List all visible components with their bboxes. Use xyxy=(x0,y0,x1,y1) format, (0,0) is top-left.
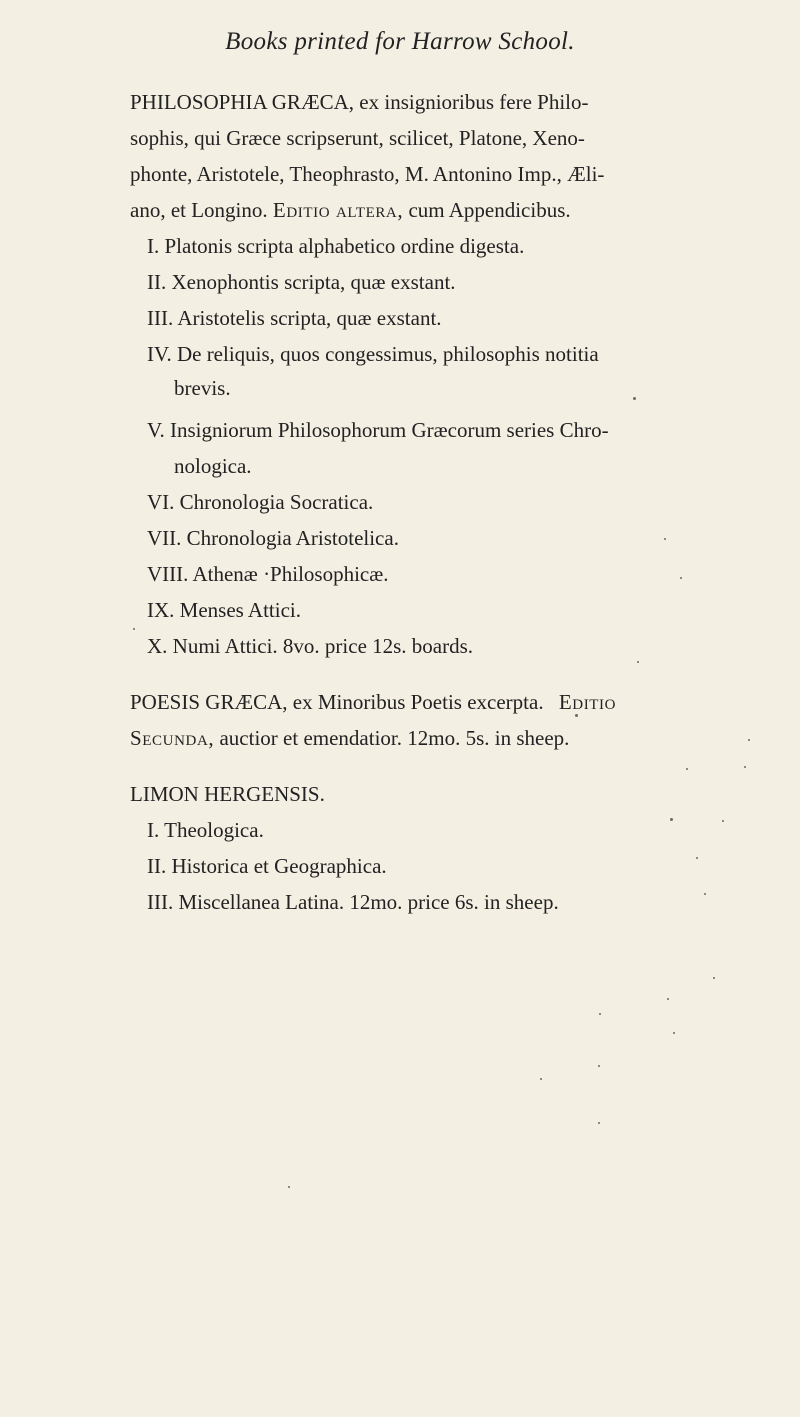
contents-item-continued: brevis. xyxy=(174,376,231,400)
edition-label-continued: Secunda, xyxy=(130,726,215,750)
paper-speck xyxy=(680,577,682,579)
paper-speck xyxy=(748,739,750,741)
contents-item: VII. Chronologia Aristotelica. xyxy=(147,526,399,550)
entry-title: LIMON HERGENSIS. xyxy=(130,782,325,806)
entry-title-text: POESIS GRÆCA, ex Minoribus Poetis excerpta. xyxy=(130,690,544,714)
contents-item: VI. Chronologia Socratica. xyxy=(147,490,374,514)
paper-speck xyxy=(664,538,666,540)
entry-price-text: auctior et emendatior. 12mo. 5s. in sheep. xyxy=(219,726,570,750)
edition-label: Editio xyxy=(558,690,617,714)
contents-item: IX. Menses Attici. xyxy=(147,598,301,622)
entry-title-line-1 xyxy=(130,692,616,713)
paper-speck xyxy=(288,1186,290,1188)
paper-speck xyxy=(722,820,724,822)
edition-label: Editio altera, xyxy=(272,198,404,222)
contents-item-continued: nologica. xyxy=(174,454,252,478)
contents-item-price: III. Miscellanea Latina. 12mo. price 6s. in sheep. xyxy=(147,890,559,914)
paper-speck xyxy=(744,766,746,768)
paper-speck xyxy=(575,714,578,717)
paper-speck xyxy=(637,661,639,663)
paper-speck xyxy=(673,1032,675,1034)
contents-item: I. Theologica. xyxy=(147,818,264,842)
entry-title-line-4 xyxy=(130,200,571,221)
contents-item-price: X. Numi Attici. 8vo. price 12s. boards. xyxy=(147,634,474,658)
paper-speck xyxy=(598,1065,600,1067)
contents-item: IV. De reliquis, quos congessimus, philosophis notitia xyxy=(147,342,599,366)
paper-speck xyxy=(598,1122,600,1124)
contents-item: II. Xenophontis scripta, quæ exstant. xyxy=(147,270,456,294)
page-header: Books printed for Harrow School. xyxy=(225,28,575,55)
paper-speck xyxy=(667,998,669,1000)
paper-speck xyxy=(713,977,715,979)
contents-item: VIII. Athenæ ·Philosophicæ. xyxy=(147,562,389,586)
contents-item: III. Aristotelis scripta, quæ exstant. xyxy=(147,306,442,330)
paper-speck xyxy=(696,857,698,859)
paper-speck xyxy=(599,1013,601,1015)
entry-title-line-2 xyxy=(130,728,569,749)
paper-speck xyxy=(540,1078,542,1080)
paper-speck xyxy=(633,397,636,400)
contents-item: II. Historica et Geographica. xyxy=(147,854,387,878)
paper-speck xyxy=(686,768,688,770)
entry-title-line-2: sophis, qui Græce scripserunt, scilicet, Platone, Xeno- xyxy=(130,126,585,150)
paper-speck xyxy=(704,893,706,895)
paper-speck xyxy=(133,628,135,630)
edition-suffix-text: cum Appendicibus. xyxy=(408,198,571,222)
paper-speck xyxy=(670,818,673,821)
contents-item: I. Platonis scripta alphabetico ordine digesta. xyxy=(147,234,525,258)
entry-title-line-3: phonte, Aristotele, Theophrasto, M. Antonino Imp., Æli- xyxy=(130,162,605,186)
entry-title-line-1: PHILOSOPHIA GRÆCA, ex insignioribus fere Philo- xyxy=(130,90,589,114)
contents-item: V. Insigniorum Philosophorum Græcorum series Chro- xyxy=(147,418,609,442)
edition-prefix-text: ano, et Longino. xyxy=(130,198,268,222)
